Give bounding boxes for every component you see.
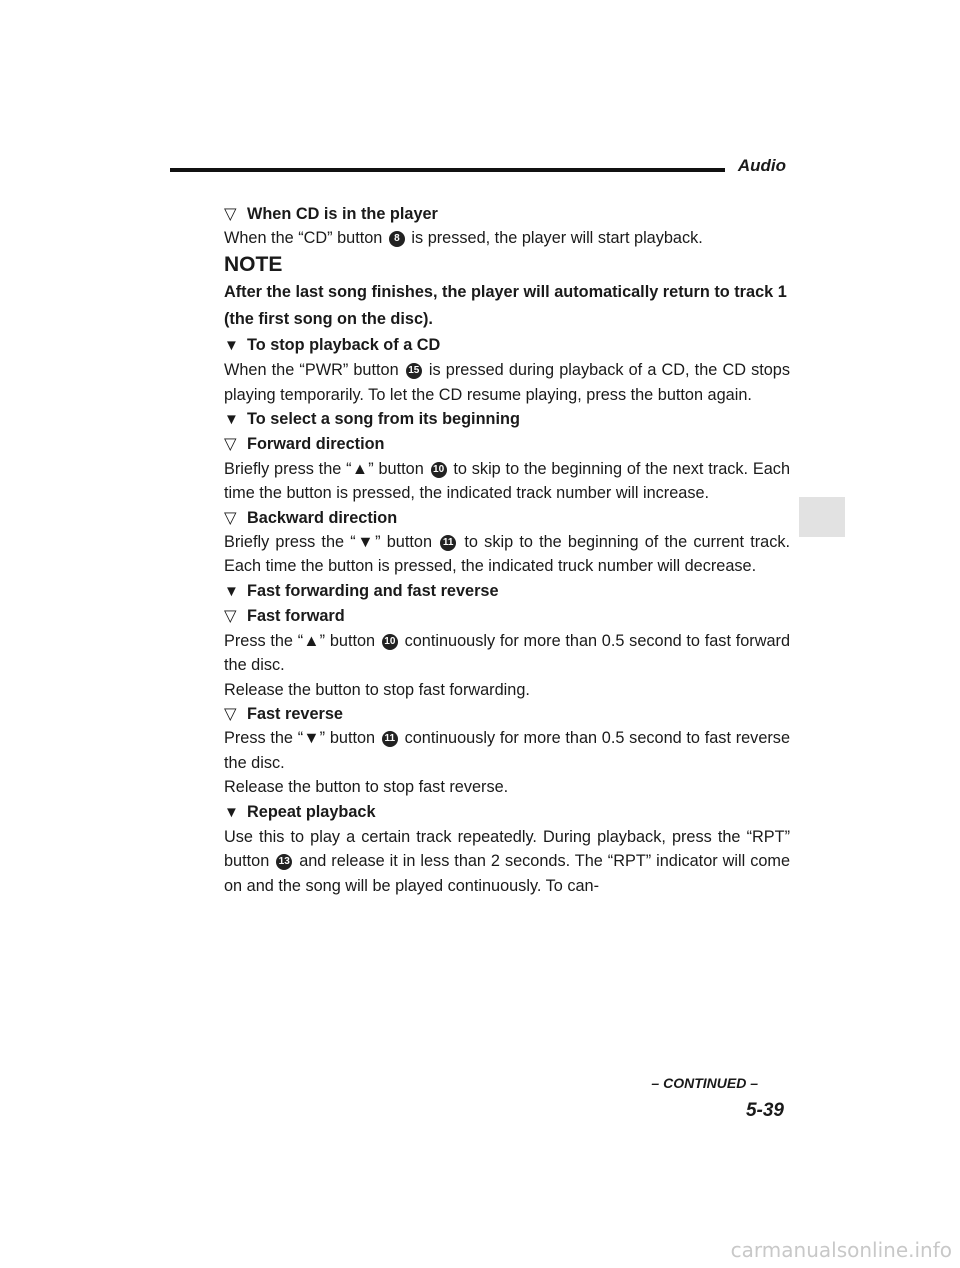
section-tab xyxy=(799,497,845,537)
stop-playback-text: When the “PWR” button 15 is pressed during playback of a CD, the CD stops playing temporarily. To let the CD resume playing, press the button again. xyxy=(224,361,790,404)
triangle-solid-icon: ▼ xyxy=(224,582,239,600)
fast-forward-release-text: Release the button to stop fast forwarding. xyxy=(224,680,530,699)
repeat-text: Use this to play a certain track repeatedly. During playback, press the “RPT” button 13 and release it in less than 2 seconds. The “RPT” indicator will come on and the song will be played continuously. To can- xyxy=(224,827,791,895)
triangle-solid-icon: ▼ xyxy=(224,411,239,429)
button-number-icon: 10 xyxy=(431,462,447,478)
page-number: 5-39 xyxy=(745,1100,784,1121)
continued-label: – CONTINUED – xyxy=(651,1075,758,1091)
button-number-icon: 13 xyxy=(276,854,292,870)
fast-forward-text: Press the “▲” button 10 continuously for more than 0.5 second to fast forward the disc. xyxy=(224,631,790,675)
section-title: Audio xyxy=(737,156,786,175)
note-heading: NOTE xyxy=(224,252,283,276)
triangle-outline-icon: ▽ xyxy=(224,205,237,223)
fast-reverse-release-text: Release the button to stop fast reverse. xyxy=(224,778,509,797)
fast-reverse-heading: ▽ Fast reverse xyxy=(224,702,790,726)
button-number-icon: 11 xyxy=(440,535,456,551)
button-number-icon: 10 xyxy=(382,634,398,650)
forward-text: Briefly press the “▲” button 10 to skip to the beginning of the next track. Each time the button is pressed, the indicated track number will increase. xyxy=(224,459,790,503)
triangle-outline-icon: ▽ xyxy=(224,607,237,626)
button-number-icon: 11 xyxy=(382,731,398,747)
button-number-icon: 15 xyxy=(406,363,422,379)
watermark[interactable]: carmanualsonline.info xyxy=(730,1238,952,1262)
when-cd-heading: ▽ When CD is in the player xyxy=(224,202,790,226)
button-number-icon: 8 xyxy=(389,231,405,247)
backward-text: Briefly press the “▼” button 11 to skip to the beginning of the current track. Each time the button is pressed, the indicated truck number will decrease. xyxy=(224,533,791,576)
repeat-heading: ▼ Repeat playback xyxy=(224,800,790,825)
note-text: After the last song finishes, the player will automatically return to track 1 (the first song on the disc). xyxy=(224,282,787,328)
triangle-solid-icon: ▼ xyxy=(224,336,239,354)
fast-heading: ▼ Fast forwarding and fast reverse xyxy=(224,579,790,604)
forward-heading: ▽ Forward direction xyxy=(224,432,790,456)
fast-reverse-text: Press the “▼” button 11 continuously for more than 0.5 second to fast reverse the disc. xyxy=(224,729,790,772)
page-content xyxy=(224,202,790,898)
triangle-solid-icon: ▼ xyxy=(224,803,239,821)
fast-forward-heading: ▽ Fast forward xyxy=(224,604,790,628)
when-cd-text: When the “CD” button 8 is pressed, the player will start playback. xyxy=(224,229,703,248)
triangle-outline-icon: ▽ xyxy=(224,435,237,454)
backward-heading: ▽ Backward direction xyxy=(224,506,790,530)
header-rule xyxy=(170,168,725,172)
triangle-outline-icon: ▽ xyxy=(224,704,237,723)
stop-playback-heading: ▼ To stop playback of a CD xyxy=(224,333,790,358)
select-song-heading: ▼ To select a song from its beginning xyxy=(224,407,790,432)
triangle-outline-icon: ▽ xyxy=(224,508,237,527)
